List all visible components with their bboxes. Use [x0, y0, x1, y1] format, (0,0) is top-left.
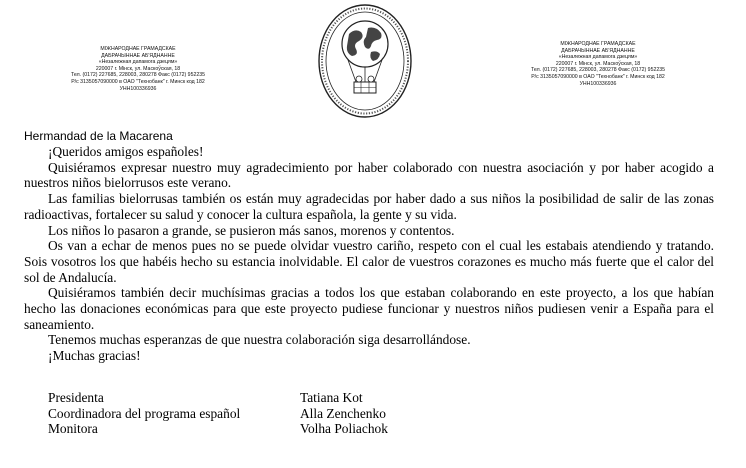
signature-role: Coordinadora del programa español — [48, 405, 241, 421]
org-line: 220007 г. Мінск, ул. Маскоўская, 18 — [555, 60, 641, 67]
signature-name: Tatiana Kot — [300, 390, 363, 405]
letterhead — [0, 0, 746, 125]
organization-address-left — [48, 46, 228, 92]
letter-paragraph: Quisiéramos expresar nuestro muy agradecimiento por haber colaborado con nuestra asociación y por haber acogido a nuestros niños bielorrusos este verano. — [24, 159, 714, 191]
org-line: Р/с 3135057090000 в ОАО "Технобанк" г. Минск код 182 — [71, 78, 205, 85]
signature-name: Alla Zenchenko — [300, 405, 386, 421]
org-line: ДАБРАЧЫННАЕ АБ'ЯДНАННЕ — [101, 52, 175, 59]
signature-row — [48, 406, 388, 422]
closing: ¡Muchas gracias! — [48, 348, 141, 364]
org-line: УНН100336936 — [579, 80, 617, 87]
org-line: Тел. (0172) 227685, 228003, 280278 Факс (0172) 952235 — [70, 72, 205, 79]
greeting: ¡Queridos amigos españoles! — [48, 144, 204, 159]
signature-role: Presidenta — [48, 390, 104, 405]
org-line: МІЖНАРОДНАЕ ГРАМАДСКАЕ — [100, 46, 176, 52]
org-line: «Незалежная дапамога дзецям» — [558, 54, 638, 61]
signature-row — [48, 421, 388, 437]
signature-role: Monitora — [48, 421, 98, 437]
letter-body — [24, 144, 714, 364]
letter-paragraph: Los niños lo pasaron a grande, se pusieron más sanos, morenos y contentos. — [48, 222, 455, 238]
org-line: Р/с 3135057090000 в ОАО "Технобанк" г. Минск код 182 — [531, 73, 665, 80]
org-line: «Незалежная дапамога дзецям» — [98, 59, 178, 66]
organization-address-right — [498, 41, 698, 87]
letter-paragraph: Tenemos muchas esperanzas de que nuestra colaboración siga desarrollándose. — [48, 332, 471, 348]
org-line: УНН100336936 — [119, 85, 157, 92]
signature-name: Volha Poliachok — [300, 421, 388, 437]
letter-paragraph: Las familias bielorrusas también os están muy agradecidas por haber dado a sus niños la posibilidad de salir de las zonas radioactivas, fortalecer su salud y conocer la cultura española, la gente y su vida. — [24, 191, 714, 222]
recipient-name: Hermandad de la Macarena — [24, 129, 173, 143]
letter-paragraph: Os van a echar de menos pues no se puede olvidar vuestro cariño, respeto con el cual les estabais atendiendo y tratando. Sois vosotros los que habéis hecho su estancia inolvidable. El calor de vuestros corazones es mucho más fuerte que el calor del sol de Andalucía. — [24, 238, 714, 285]
organization-emblem-icon — [316, 2, 414, 120]
org-line: 220007 г. Мінск, ул. Маскоўская, 18 — [95, 65, 181, 72]
org-line: Тел. (0172) 227685, 228003, 280278 Факс (0172) 952235 — [530, 67, 665, 74]
org-line: ДАБРАЧЫННАЕ АБ'ЯДНАННЕ — [561, 47, 635, 54]
signature-block — [48, 390, 388, 437]
signature-row — [48, 390, 388, 406]
org-line: МІЖНАРОДНАЕ ГРАМАДСКАЕ — [560, 41, 636, 47]
letter-paragraph: Quisiéramos también decir muchísimas gracias a todos los que estaban colaborando en este proyecto, a los que habían hecho las donaciones económicas para que este proyecto pudiese funcionar y nuestros niños pudiesen venir a España para el saneamiento. — [24, 285, 714, 332]
